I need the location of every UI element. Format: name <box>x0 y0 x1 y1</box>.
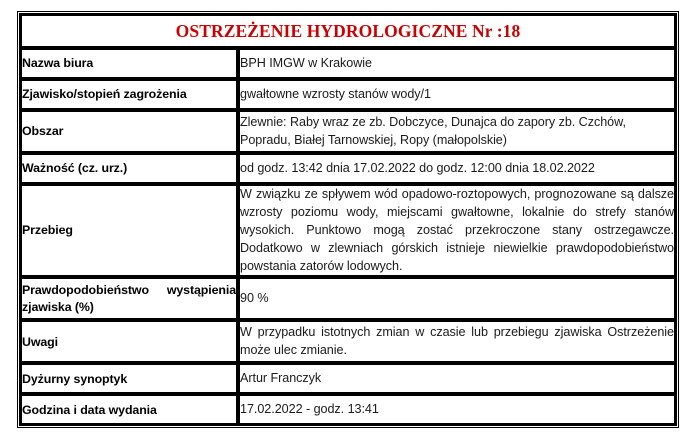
row-label-obszar: Obszar <box>20 110 238 153</box>
table-row <box>20 110 676 153</box>
table-row <box>20 320 676 363</box>
row-value-waznosc: od godz. 13:42 dnia 17.02.2022 do godz. 12:00 dnia 18.02.2022 <box>238 153 676 184</box>
page-title: OSTRZEŻENIE HYDROLOGICZNE Nr :18 <box>175 20 521 41</box>
row-label-zjawisko-stopien-zagrozenia: Zjawisko/stopień zagrożenia <box>20 79 238 110</box>
row-value-przebieg: W związku ze spływem wód opadowo-roztopowych, prognozowane są dalsze wzrosty poziomu wody, miejscami gwałtowne, lokalnie do strefy stanów wysokich. Punktowo mogą zostać przekroczone stany ostrzegawcze. Dodatkowo w zlewniach górskich istnieje niewielkie prawdopodobieństwo powstania zatorów lodowych. <box>238 184 676 277</box>
row-value-dyzurny-synoptyk: Artur Franczyk <box>238 363 676 394</box>
hydrological-warning-table <box>17 11 679 428</box>
table-row <box>20 363 676 394</box>
row-label-prawdopodobienstwo: Prawdopodobieństwo wystąpienia zjawiska (%) <box>20 277 238 320</box>
row-value-uwagi: W przypadku istotnych zmian w czasie lub przebiegu zjawiska Ostrzeżenie może ulec zmianie. <box>238 320 676 363</box>
row-label-uwagi: Uwagi <box>20 320 238 363</box>
table-row <box>20 184 676 277</box>
row-label-przebieg: Przebieg <box>20 184 238 277</box>
row-value-obszar: Zlewnie: Raby wraz ze zb. Dobczyce, Dunajca do zapory zb. Czchów, Popradu, Białej Tarnowskiej, Ropy (małopolskie) <box>238 110 676 153</box>
row-label-waznosc: Ważność (cz. urz.) <box>20 153 238 184</box>
table-row <box>20 277 676 320</box>
table-row-title <box>20 14 676 48</box>
row-label-nazwa-biura: Nazwa biura <box>20 48 238 79</box>
table-row <box>20 48 676 79</box>
table-row <box>20 153 676 184</box>
row-value-prawdopodobienstwo: 90 % <box>238 277 676 320</box>
row-value-zjawisko-stopien-zagrozenia: gwałtowne wzrosty stanów wody/1 <box>238 79 676 110</box>
warning-title-cell <box>20 14 676 48</box>
table-row <box>20 79 676 110</box>
row-label-godzina-i-data-wydania: Godzina i data wydania <box>20 394 238 425</box>
row-label-dyzurny-synoptyk: Dyżurny synoptyk <box>20 363 238 394</box>
row-value-nazwa-biura: BPH IMGW w Krakowie <box>238 48 676 79</box>
table-row <box>20 394 676 425</box>
row-value-godzina-i-data-wydania: 17.02.2022 - godz. 13:41 <box>238 394 676 425</box>
